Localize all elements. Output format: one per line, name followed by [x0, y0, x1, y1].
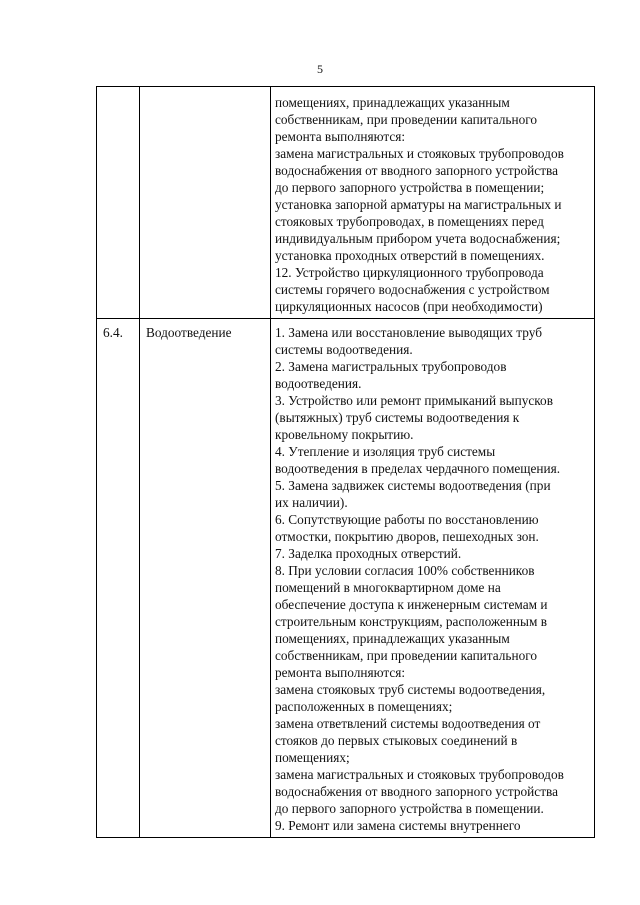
text-line: водоснабжения от вводного запорного устройства [275, 163, 559, 178]
text-line: замена ответвлений системы водоотведения от [275, 716, 541, 731]
text-line: расположенных в помещениях; [275, 699, 453, 714]
text-line: 7. Заделка проходных отверстий. [275, 546, 462, 561]
text-line: помещениях; [275, 750, 350, 765]
text-line: их наличии). [275, 495, 348, 510]
row-description [271, 87, 595, 319]
row-description [271, 319, 595, 838]
text-line: собственникам, при проведении капитального [275, 112, 538, 127]
text-line: строительным конструкциям, расположенным в [275, 614, 547, 629]
row-number: 6.4. [97, 319, 140, 838]
table-row [97, 319, 595, 838]
text-line: помещениях, принадлежащих указанным [275, 95, 510, 110]
text-line: 6. Сопутствующие работы по восстановлению [275, 512, 539, 527]
text-line: до первого запорного устройства в помещении; [275, 180, 545, 195]
text-line: системы водоотведения. [275, 342, 413, 357]
text-line: стояков до первых стыковых соединений в [275, 733, 518, 748]
text-line: установка запорной арматуры на магистральных и [275, 197, 562, 212]
text-line: 4. Утепление и изоляция труб системы [275, 444, 496, 459]
text-line: замена магистральных и стояковых трубопроводов [275, 767, 564, 782]
text-line: помещениях, принадлежащих указанным [275, 631, 510, 646]
text-line: циркуляционных насосов (при необходимости) [275, 299, 543, 314]
text-line: установка проходных отверстий в помещениях. [275, 248, 545, 263]
text-line: 1. Замена или восстановление выводящих труб [275, 325, 542, 340]
works-table [96, 86, 595, 838]
text-line: обеспечение доступа к инженерным системам и [275, 597, 548, 612]
text-line: ремонта выполняются: [275, 129, 406, 144]
text-line: до первого запорного устройства в помещении. [275, 801, 544, 816]
text-line: водоснабжения от вводного запорного устройства [275, 784, 559, 799]
text-line: индивидуальным прибором учета водоснабжения; [275, 231, 561, 246]
text-line: кровельному покрытию. [275, 427, 414, 442]
table-row [97, 87, 595, 319]
row-number [97, 87, 140, 319]
text-line: (вытяжных) труб системы водоотведения к [275, 410, 520, 425]
text-line: водоотведения. [275, 376, 362, 391]
text-line: 2. Замена магистральных трубопроводов [275, 359, 507, 374]
text-line: 12. Устройство циркуляционного трубопровода [275, 265, 544, 280]
text-line: 5. Замена задвижек системы водоотведения (при [275, 478, 551, 493]
text-line: 3. Устройство или ремонт примыканий выпусков [275, 393, 553, 408]
row-name: Водоотведение [140, 319, 271, 838]
row-name [140, 87, 271, 319]
text-line: замена стояковых труб системы водоотведения, [275, 682, 546, 697]
text-line: собственникам, при проведении капитального [275, 648, 538, 663]
text-line: 8. При условии согласия 100% собственников [275, 563, 535, 578]
text-line: стояковых трубопроводах, в помещениях перед [275, 214, 544, 229]
text-line: 9. Ремонт или замена системы внутреннего [275, 818, 521, 833]
page-number: 5 [317, 62, 323, 76]
text-line: отмостки, покрытию дворов, пешеходных зон. [275, 529, 539, 544]
text-line: водоотведения в пределах чердачного помещения. [275, 461, 561, 476]
text-line: помещений в многоквартирном доме на [275, 580, 501, 595]
text-line: замена магистральных и стояковых трубопроводов [275, 146, 564, 161]
text-line: ремонта выполняются: [275, 665, 406, 680]
text-line: системы горячего водоснабжения с устройством [275, 282, 550, 297]
